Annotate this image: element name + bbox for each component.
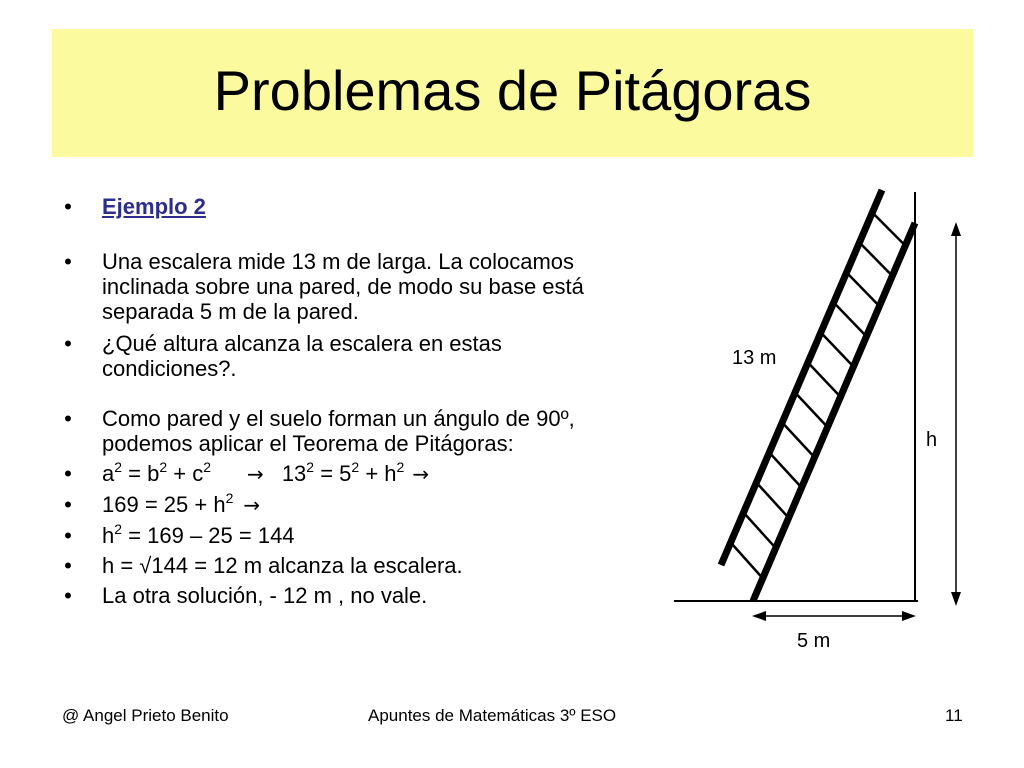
step-1: $169 = 25 + h^2$ → — [102, 490, 261, 517]
ladder-rail-right — [753, 223, 915, 601]
ladder-rung — [769, 453, 801, 488]
ladder-rungs — [731, 213, 906, 579]
bullet-marker: • — [64, 523, 72, 548]
step-2: $h^2 = 169 - 25 = 144$ — [102, 521, 295, 548]
arrow-right-icon — [902, 611, 916, 621]
bullet-marker: • — [64, 194, 72, 219]
bullet-explanation — [58, 406, 598, 456]
ladder-rung — [859, 243, 892, 276]
footer-course: Apuntes de Matemáticas 3º ESO — [368, 706, 617, 725]
base-dimension — [752, 611, 916, 621]
hypotenuse-label: 13 m — [732, 347, 777, 369]
ladder-rung — [731, 543, 763, 579]
bullet-step-1 — [58, 492, 598, 518]
arrow-right-icon: → — [412, 462, 430, 486]
bullet-marker: • — [64, 461, 72, 486]
arrow-left-icon — [752, 611, 766, 621]
bullet-formula — [58, 461, 598, 487]
title-banner — [52, 29, 973, 157]
arrow-right-icon: → — [247, 462, 264, 486]
footer-author: @ Angel Prieto Benito — [62, 706, 229, 725]
bullet-marker: • — [64, 553, 72, 578]
footer-page-number: 11 — [945, 706, 963, 725]
height-dimension — [951, 222, 961, 606]
height-label: h — [926, 429, 938, 451]
slide-title: Problemas de Pitágoras — [213, 59, 812, 122]
bullet-step-3 — [58, 553, 598, 578]
ladder-rung — [834, 303, 867, 337]
example-link[interactable]: Ejemplo 2 — [102, 194, 206, 219]
ladder-rail-left — [721, 190, 882, 565]
slide-content — [58, 192, 598, 608]
ladder-rung — [872, 213, 905, 246]
bullet-marker: • — [64, 331, 72, 356]
arrow-up-icon — [951, 222, 961, 236]
explanation-text: Como pared y el suelo forman un ángulo de 90º, podemos aplicar el Teorema de Pitágoras: — [102, 406, 575, 456]
ladder-rung — [808, 363, 841, 397]
bullet-marker: • — [64, 492, 72, 517]
formula: $a^2 = b^2 + c^2 \to 13^2 = 5^2 + h^2$ → — [102, 459, 430, 486]
ladder-rung — [756, 483, 788, 518]
bullet-problem — [58, 249, 598, 324]
bullet-example — [58, 194, 598, 219]
bullet-marker: • — [64, 583, 72, 608]
bullet-marker: • — [64, 406, 72, 431]
step-4: La otra solución, - 12 m , no vale. — [102, 583, 428, 608]
problem-text: Una escalera mide 13 m de larga. La colocamos inclinada sobre una pared, de modo su base está separada 5 m de la pared. — [102, 249, 584, 324]
bullet-question — [58, 331, 598, 381]
bullet-marker: • — [64, 249, 72, 274]
ladder-icon — [721, 190, 915, 601]
ladder-diagram — [660, 180, 1000, 660]
step-3: h = √144 = 12 m alcanza la escalera. — [102, 553, 463, 578]
ladder-rung — [821, 333, 854, 367]
bullet-step-2 — [58, 523, 598, 548]
ladder-rung — [782, 423, 814, 458]
question-text: ¿Qué altura alcanza la escalera en estas condiciones?. — [102, 331, 502, 381]
arrow-right-icon: → — [243, 493, 261, 517]
ladder-rung — [795, 393, 827, 428]
ladder-rung — [847, 273, 880, 307]
ladder-rung — [744, 513, 776, 549]
bullet-step-4 — [58, 583, 598, 608]
arrow-down-icon — [951, 592, 961, 606]
base-label: 5 m — [797, 630, 831, 652]
